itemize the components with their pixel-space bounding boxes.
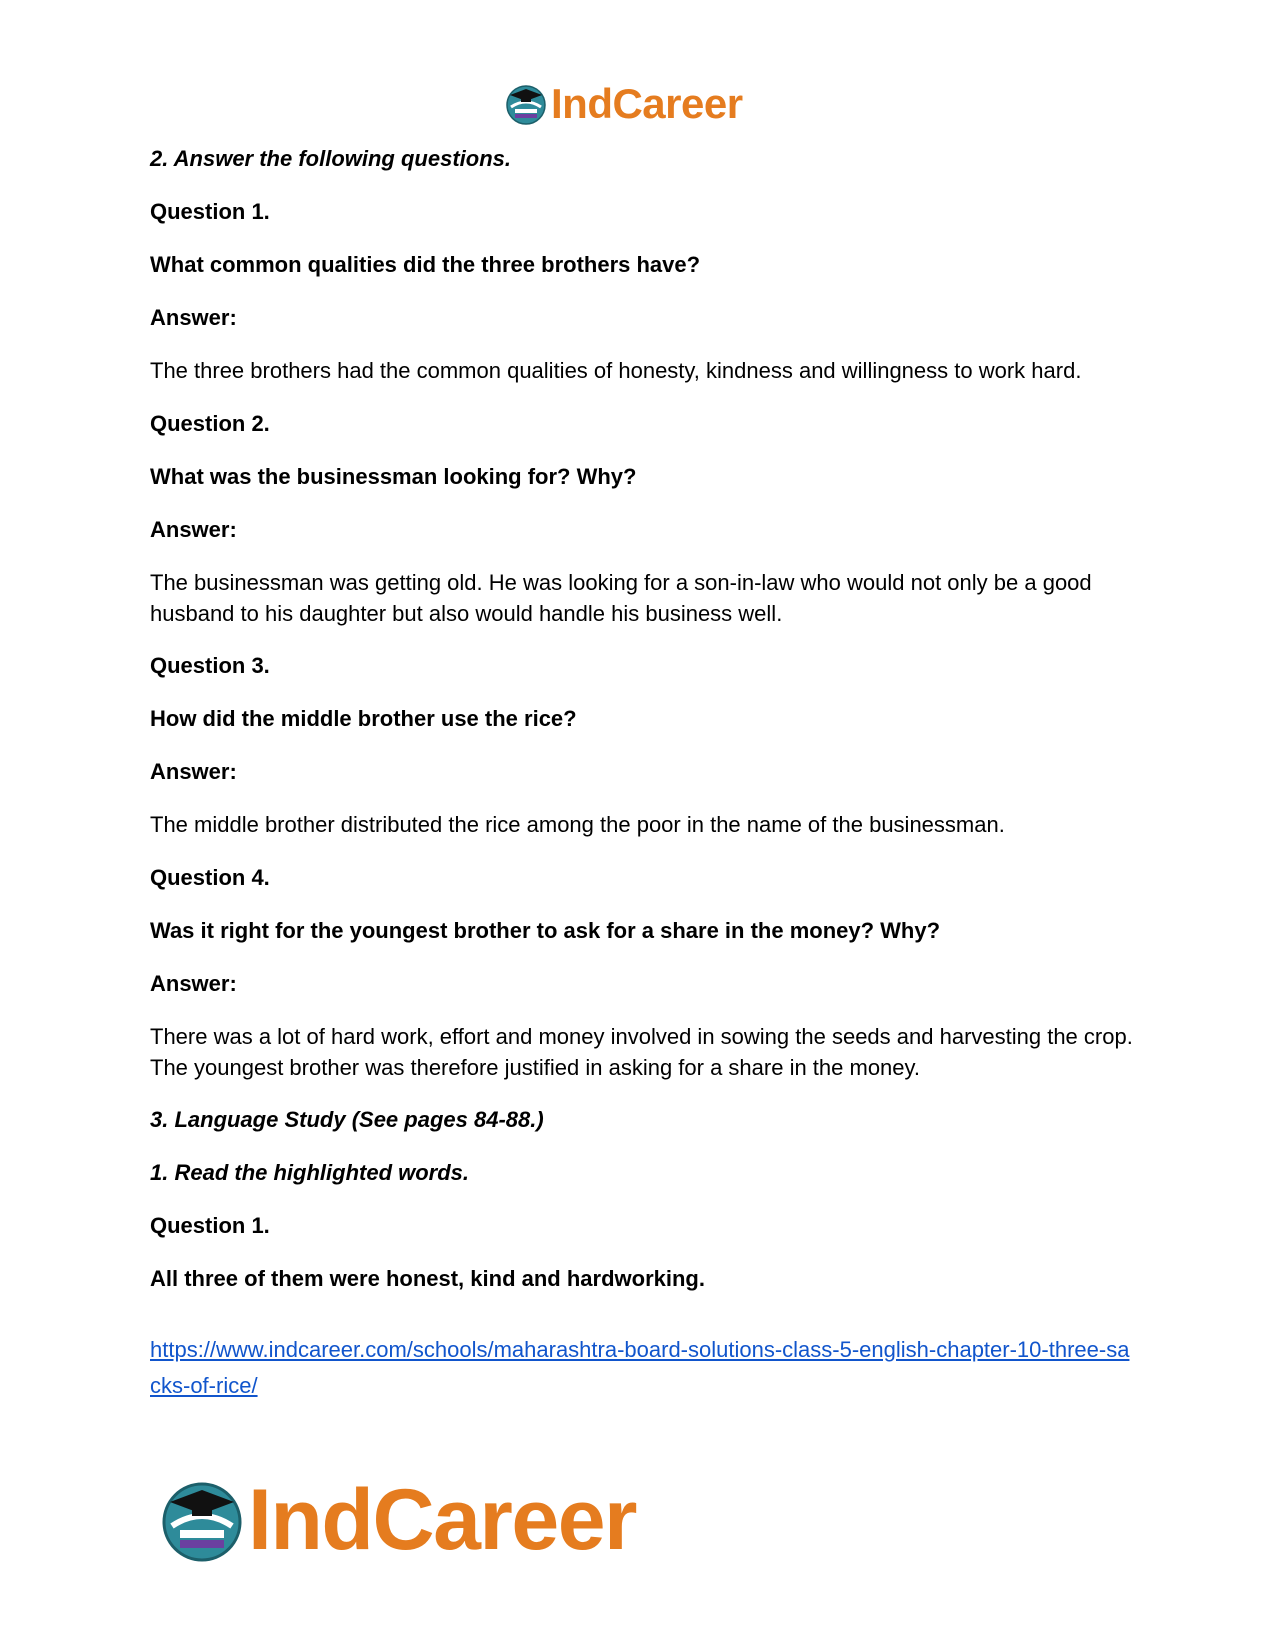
section-heading: 2. Answer the following questions.	[150, 146, 511, 171]
language-study-heading: 3. Language Study (See pages 84-88.)	[150, 1107, 544, 1132]
read-heading: 1. Read the highlighted words.	[150, 1160, 470, 1185]
source-link[interactable]: https://www.indcareer.com/schools/maharashtra-board-solutions-class-5-english-chapter-10-three-sacks-of-rice/	[150, 1337, 1130, 1398]
question-text: Was it right for the youngest brother to ask for a share in the money? Why?	[150, 918, 941, 943]
answer-label: Answer:	[150, 305, 237, 330]
graduation-globe-icon	[505, 83, 547, 125]
answer-text: The three brothers had the common qualities of honesty, kindness and willingness to work hard.	[150, 358, 1082, 383]
question-label: Question 4.	[150, 865, 270, 890]
answer-label: Answer:	[150, 971, 237, 996]
answer-label: Answer:	[150, 517, 237, 542]
question-label: Question 1.	[150, 199, 270, 224]
footer-logo	[160, 1470, 636, 1570]
question-text: How did the middle brother use the rice?	[150, 706, 577, 731]
answer-label: Answer:	[150, 759, 237, 784]
question-label: Question 3.	[150, 653, 270, 678]
question-text: What was the businessman looking for? Why?	[150, 464, 637, 489]
question-text: What common qualities did the three brothers have?	[150, 252, 701, 277]
question-text: All three of them were honest, kind and hardworking.	[150, 1266, 705, 1291]
answer-text: There was a lot of hard work, effort and money involved in sowing the seeds and harvesting the crop. The youngest brother was therefore justified in asking for a share in the money.	[150, 1024, 1133, 1080]
logo-text: IndCareer	[551, 80, 743, 127]
answer-text: The businessman was getting old. He was looking for a son-in-law who would not only be a good husband to his daughter but also would handle his business well.	[150, 570, 1092, 626]
question-label: Question 2.	[150, 411, 270, 436]
header-logo	[505, 80, 743, 128]
graduation-globe-icon	[160, 1478, 244, 1562]
question-label: Question 1.	[150, 1213, 270, 1238]
answer-text: The middle brother distributed the rice among the poor in the name of the businessman.	[150, 812, 1005, 837]
logo-text: IndCareer	[248, 1472, 636, 1568]
